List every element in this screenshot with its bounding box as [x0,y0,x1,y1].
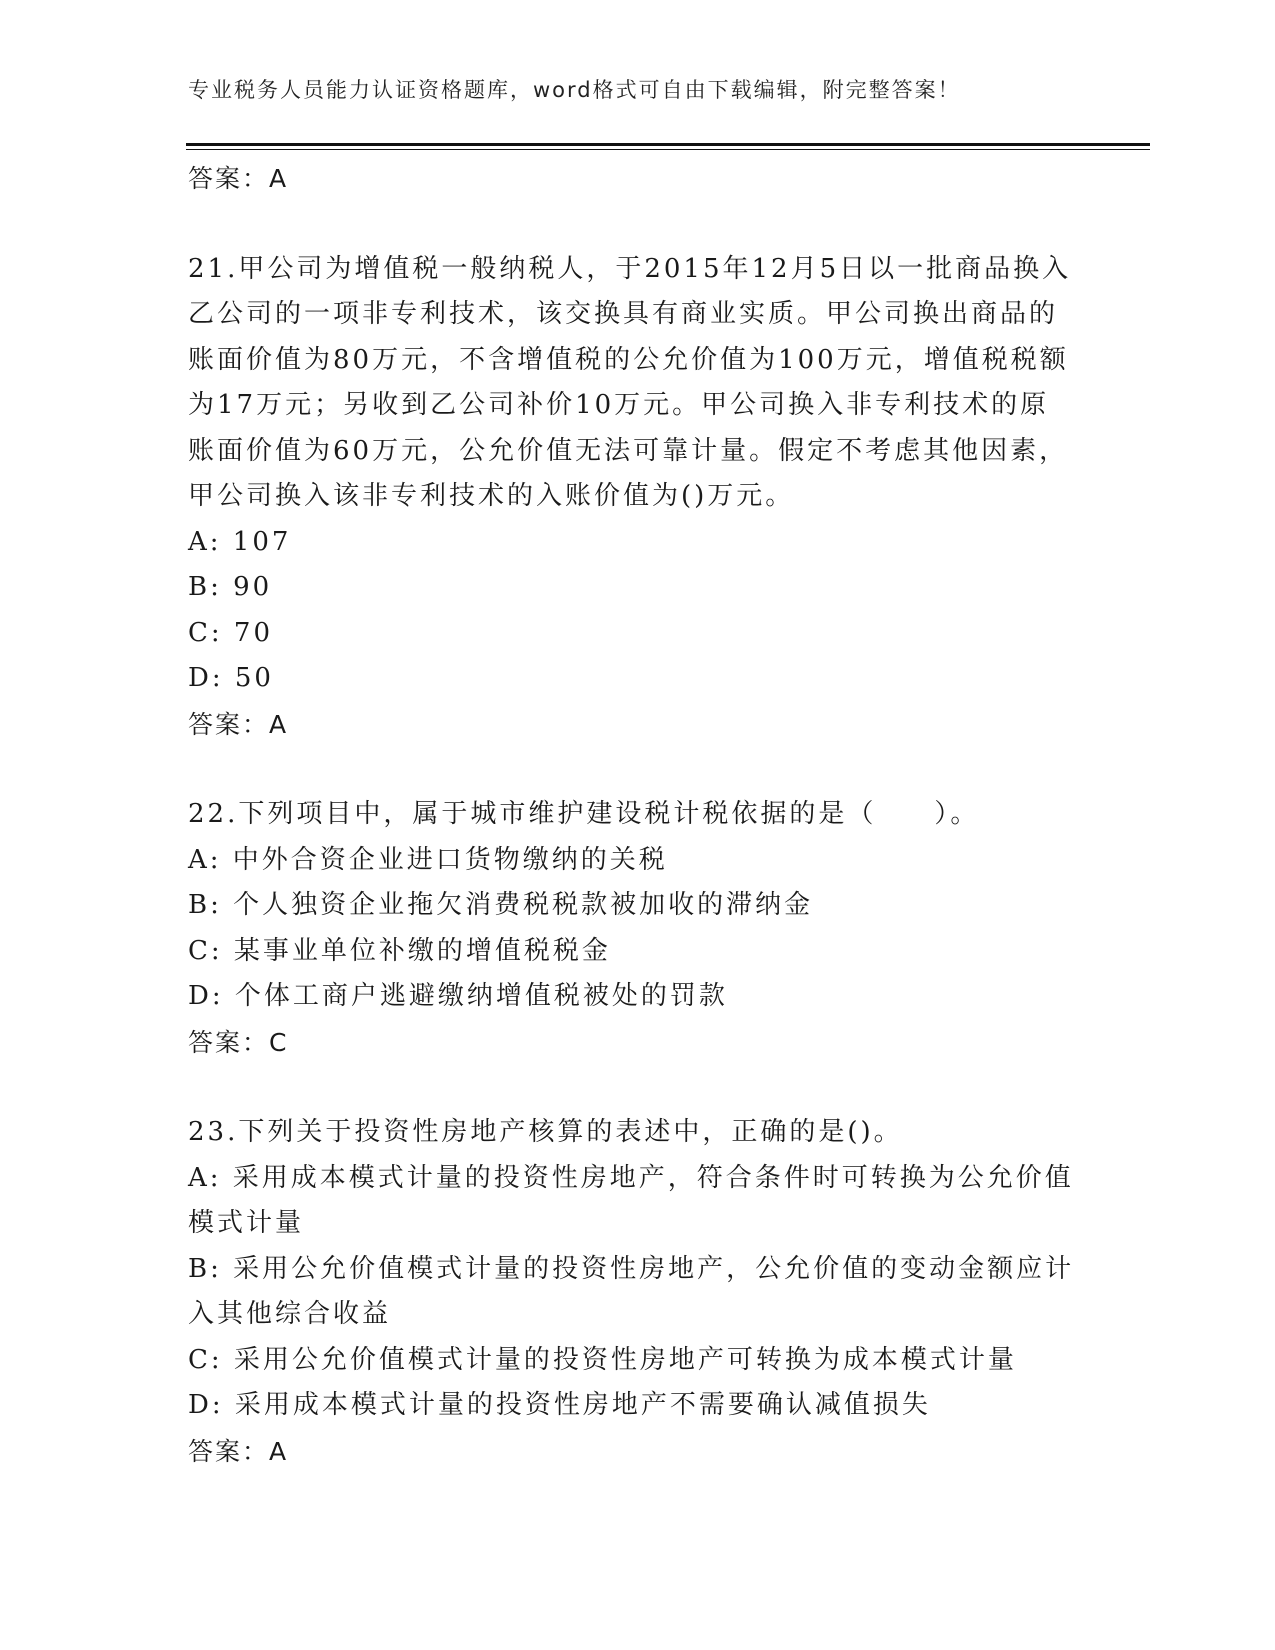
question-text-line: 为17万元；另收到乙公司补价10万元。甲公司换入非专利技术的原 [188,390,1050,420]
question-text-line: 账面价值为80万元，不含增值税的公允价值为100万元，增值税税额 [188,344,1069,375]
question-text-line: 乙公司的一项非专利技术，该交换具有商业实质。甲公司换出商品的 [188,299,1059,329]
option-c: C: 采用公允价值模式计量的投资性房地产可转换为成本模式计量 [188,1344,1017,1375]
option-a-continued: 模式计量 [188,1208,305,1238]
question-text-line: 22.下列项目中，属于城市维护建设税计税依据的是（ ）。 [188,799,980,829]
question-text-line: 23.下列关于投资性房地产核算的表述中，正确的是()。 [188,1117,903,1147]
option-b: B: 90 [188,572,273,602]
option-c: C: 某事业单位补缴的增值税税金 [188,935,611,966]
question-23 [188,1110,1088,1474]
option-a: A: 采用成本模式计量的投资性房地产，符合条件时可转换为公允价值 [188,1162,1074,1193]
page-header: 专业税务人员能力认证资格题库，word格式可自由下载编辑，附完整答案！ [188,78,961,102]
answer: 答案：A [188,709,289,739]
question-text-line: 账面价值为60万元，公允价值无法可靠计量。假定不考虑其他因素， [188,435,1069,466]
header-rule-thick [186,143,1150,146]
answer: 答案：A [188,1436,289,1466]
option-b: B: 采用公允价值模式计量的投资性房地产，公允价值的变动金额应计 [188,1253,1075,1284]
answer: 答案：C [188,1027,289,1057]
option-d: D: 个体工商户逃避缴纳增值税被处的罚款 [188,981,728,1011]
option-d: D: 采用成本模式计量的投资性房地产不需要确认减值损失 [188,1390,931,1420]
option-a: A: 中外合资企业进口货物缴纳的关税 [188,844,668,875]
question-text-line: 甲公司换入该非专利技术的入账价值为()万元。 [188,481,795,511]
option-b: B: 个人独资企业拖欠消费税税款被加收的滞纳金 [188,890,814,920]
question-text-line: 21.甲公司为增值税一般纳税人，于2015年12月5日以一批商品换入 [188,253,1072,284]
option-c: C: 70 [188,617,274,648]
question-22 [188,792,1088,1065]
option-a: A: 107 [188,526,292,557]
header-rule-thin [186,149,1150,150]
question-content [188,156,1088,1474]
option-b-continued: 入其他综合收益 [188,1299,392,1329]
previous-answer: 答案：A [188,164,289,193]
option-d: D: 50 [188,663,274,693]
question-21 [188,247,1088,748]
